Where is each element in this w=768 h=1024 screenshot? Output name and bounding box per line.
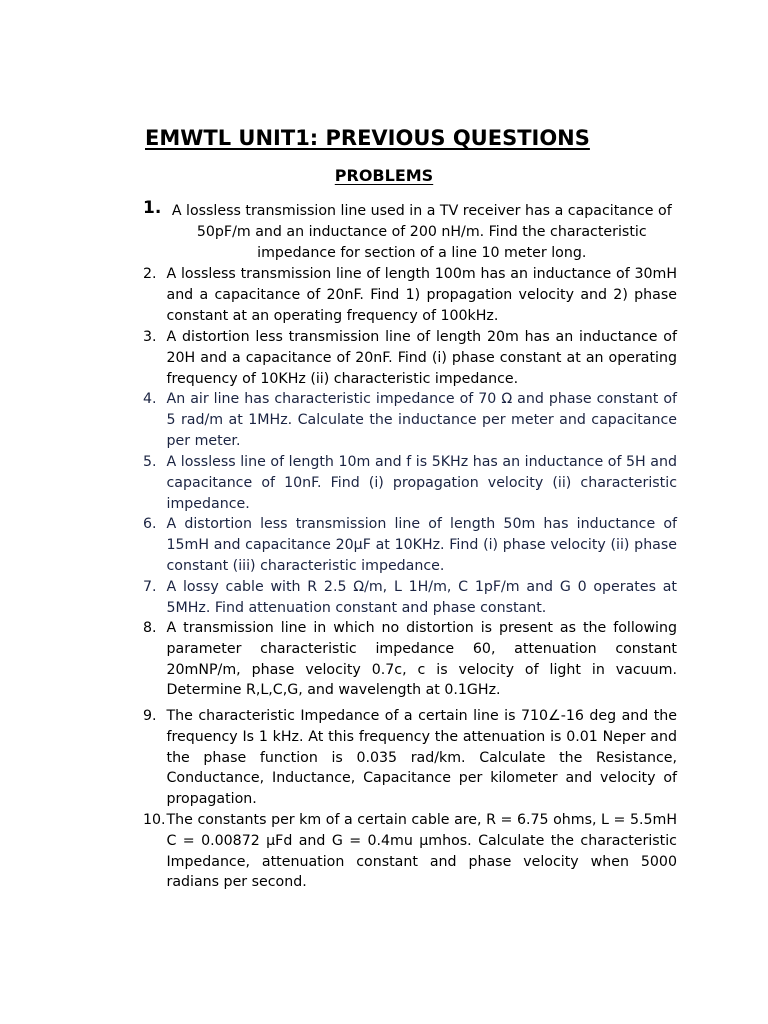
question-number: 5.	[143, 454, 157, 470]
question-item	[143, 264, 677, 326]
question-item	[143, 514, 677, 576]
question-text: A lossy cable with R 2.5 Ω/m, L 1H/m, C 1pF/m and G 0 operates at 5MHz. Find attenuation constant and phase constant.	[166, 579, 677, 616]
question-text: A lossless line of length 10m and f is 5KHz has an inductance of 5H and capacitance of 10nF. Find (i) propagation velocity (ii) characteristic impedance.	[166, 454, 677, 512]
question-text: A lossless transmission line used in a TV receiver has a capacitance of 50pF/m and an inductance of 200 nH/m. Find the characteristic impedance for section of a line 10 meter long.	[171, 203, 672, 261]
question-item	[143, 452, 677, 514]
question-item	[143, 327, 677, 389]
question-item	[143, 618, 677, 701]
section-heading: PROBLEMS	[334, 166, 434, 185]
question-item	[143, 577, 677, 619]
question-text: An air line has characteristic impedance of 70 Ω and phase constant of 5 rad/m at 1MHz. Calculate the inductance per meter and capacitance per meter.	[166, 391, 677, 449]
question-text: A distortion less transmission line of length 50m has inductance of 15mH and capacitance 20μF at 10KHz. Find (i) phase velocity (ii) phase constant (iii) characteristic impedance.	[166, 516, 677, 574]
question-text: A distortion less transmission line of length 20m has an inductance of 20H and a capacitance of 20nF. Find (i) phase constant at an operating frequency of 10KHz (ii) characteristic impedance.	[166, 329, 677, 387]
question-text: The characteristic Impedance of a certain line is 710∠-16 deg and the frequency Is 1 kHz. At this frequency the attenuation is 0.01 Neper and the phase function is 0.035 rad/km. Calculate the Resistance, Conductance, Inductance, Capacitance per kilometer and velocity of propagation.	[166, 708, 677, 808]
question-number: 2.	[143, 266, 157, 282]
question-number: 10.	[143, 812, 166, 828]
question-item	[143, 198, 677, 263]
question-number: 4.	[143, 391, 157, 407]
question-item	[143, 810, 677, 893]
page-title: EMWTL UNIT1: PREVIOUS QUESTIONS	[145, 126, 590, 150]
question-item	[143, 706, 677, 810]
question-number: 6.	[143, 516, 157, 532]
question-text: A transmission line in which no distortion is present as the following parameter characteristic impedance 60, attenuation constant 20mNP/m, phase velocity 0.7c, c is velocity of light in vacuum. Determine R,L,C,G, and wavelength at 0.1GHz.	[166, 620, 677, 699]
question-text: A lossless transmission line of length 100m has an inductance of 30mH and a capacitance of 20nF. Find 1) propagation velocity and 2) phase constant at an operating frequency of 100kHz.	[166, 266, 677, 324]
question-number: 3.	[143, 329, 157, 345]
question-number: 9.	[143, 708, 157, 724]
question-number: 1.	[143, 198, 162, 218]
question-item	[143, 389, 677, 451]
question-number: 7.	[143, 579, 157, 595]
question-number: 8.	[143, 620, 157, 636]
question-text: The constants per km of a certain cable are, R = 6.75 ohms, L = 5.5mH C = 0.00872 μFd and G = 0.4mu μmhos. Calculate the characteristic Impedance, attenuation constant and phase velocity when 5000 radians per second.	[166, 812, 677, 891]
